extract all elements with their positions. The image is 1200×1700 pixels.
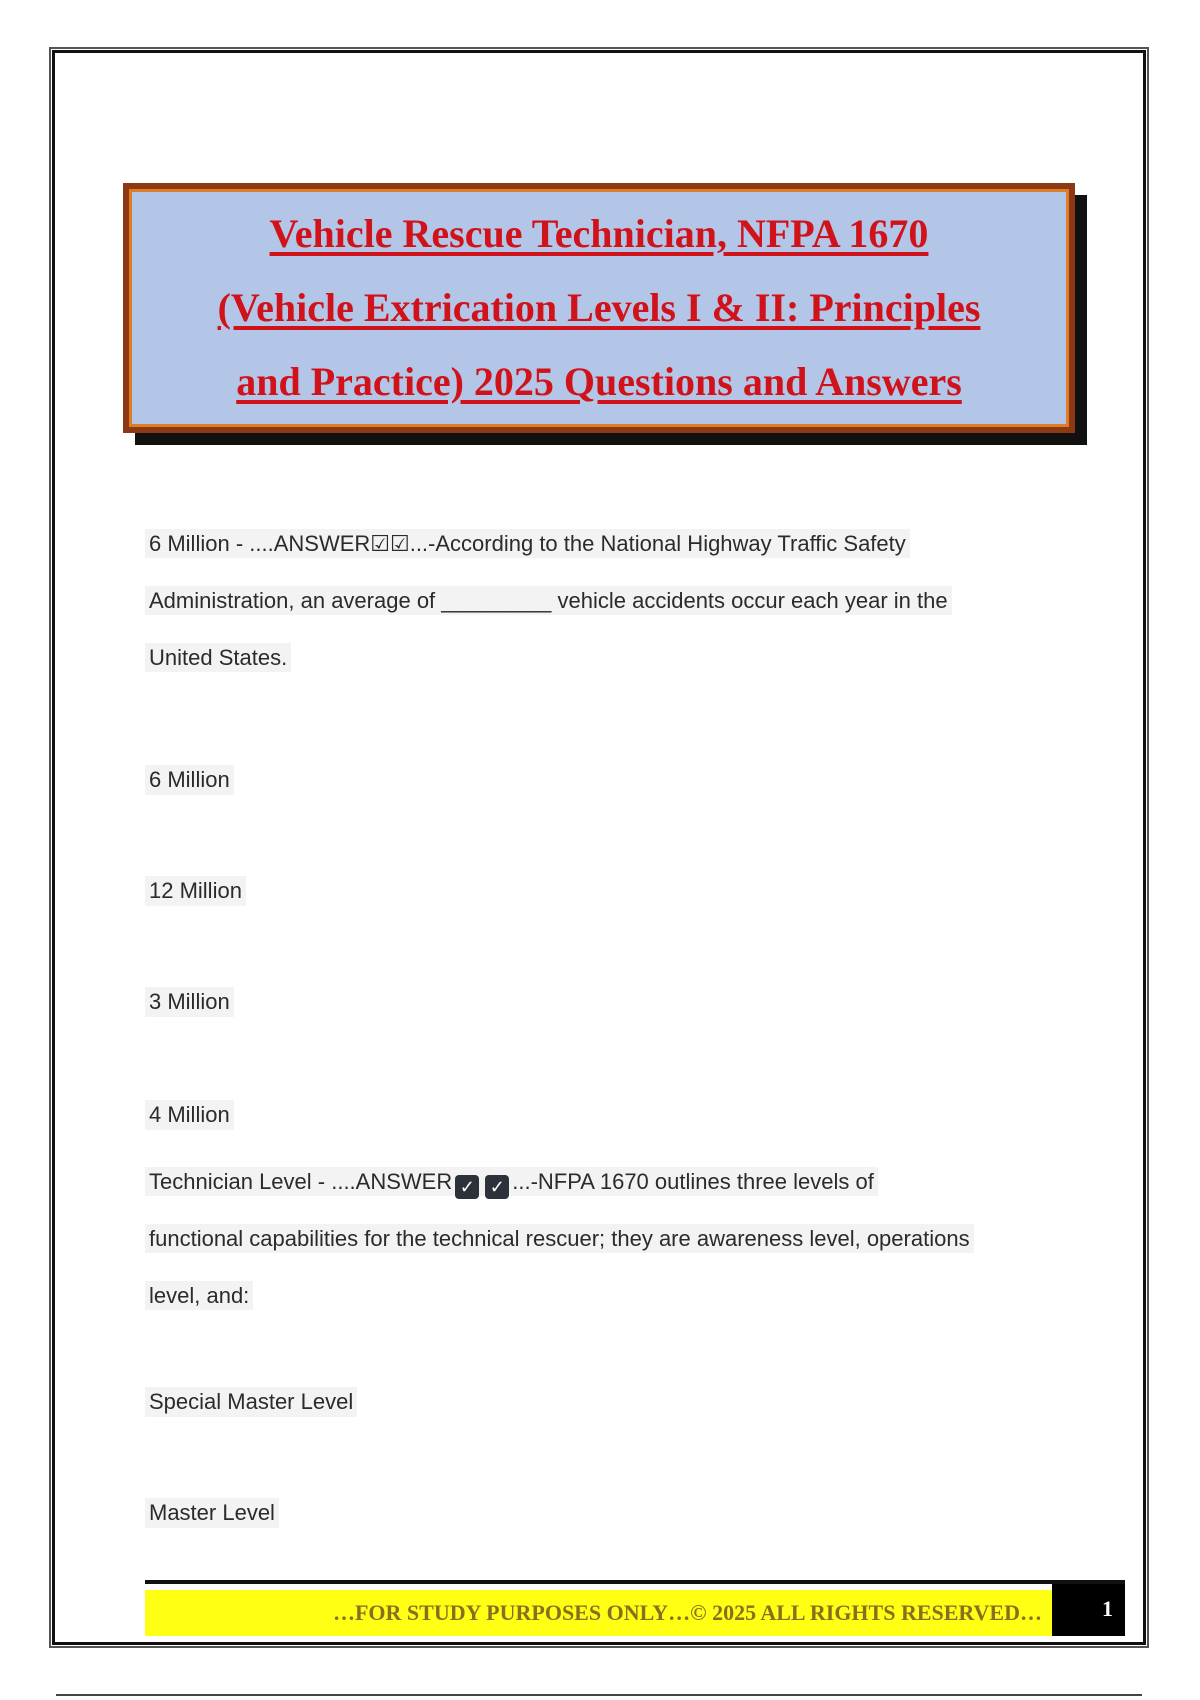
q2-question-text-1: NFPA 1670 outlines three levels of — [537, 1169, 874, 1194]
footer-text: …FOR STUDY PURPOSES ONLY…© 2025 ALL RIGHTS RESERVED… — [332, 1600, 1042, 1625]
q1-answer-marker: - ....ANSWER☑☑...- — [229, 531, 436, 556]
bottom-rule — [56, 1694, 1142, 1696]
q2-answer-marker-prefix: - ....ANSWER — [311, 1169, 453, 1194]
q1-option-2: 12 Million — [145, 876, 246, 906]
q1-option-3: 3 Million — [145, 987, 234, 1017]
checkbox-icon: ✓ — [455, 1175, 479, 1199]
footer-banner — [145, 1590, 1052, 1636]
q2-option-1: Special Master Level — [145, 1387, 357, 1417]
title-line-1: Vehicle Rescue Technician, NFPA 1670 — [269, 211, 929, 256]
footer-rule — [145, 1580, 1125, 1584]
q1-question-line-2: Administration, an average of _________ vehicle accidents occur each year in the — [145, 586, 952, 615]
page-number: 1 — [1052, 1584, 1125, 1636]
q2-answer-marker-suffix: ...- — [512, 1169, 538, 1194]
q2-question-line-2: functional capabilities for the technical rescuer; they are awareness level, operations — [145, 1224, 974, 1253]
question-2 — [145, 1153, 1045, 1324]
q1-question-line-3: United States. — [145, 643, 291, 672]
q2-option-2: Master Level — [145, 1498, 279, 1528]
q2-question-line-1 — [145, 1167, 878, 1196]
title-line-3: and Practice) 2025 Questions and Answers — [236, 359, 962, 404]
q1-question-text-1: According to the National Highway Traffic Safety — [435, 531, 906, 556]
title-box — [123, 183, 1075, 433]
q1-option-1: 6 Million — [145, 765, 234, 795]
q2-question-line-3: level, and: — [145, 1281, 253, 1310]
q1-answer: 6 Million — [149, 531, 230, 556]
title-line-2: (Vehicle Extrication Levels I & II: Principles — [217, 285, 981, 330]
q1-option-4: 4 Million — [145, 1100, 234, 1130]
checkbox-icon: ✓ — [485, 1175, 509, 1199]
q2-answer: Technician Level — [149, 1169, 312, 1194]
q1-question-line-1 — [145, 529, 910, 558]
question-1 — [145, 515, 1045, 686]
